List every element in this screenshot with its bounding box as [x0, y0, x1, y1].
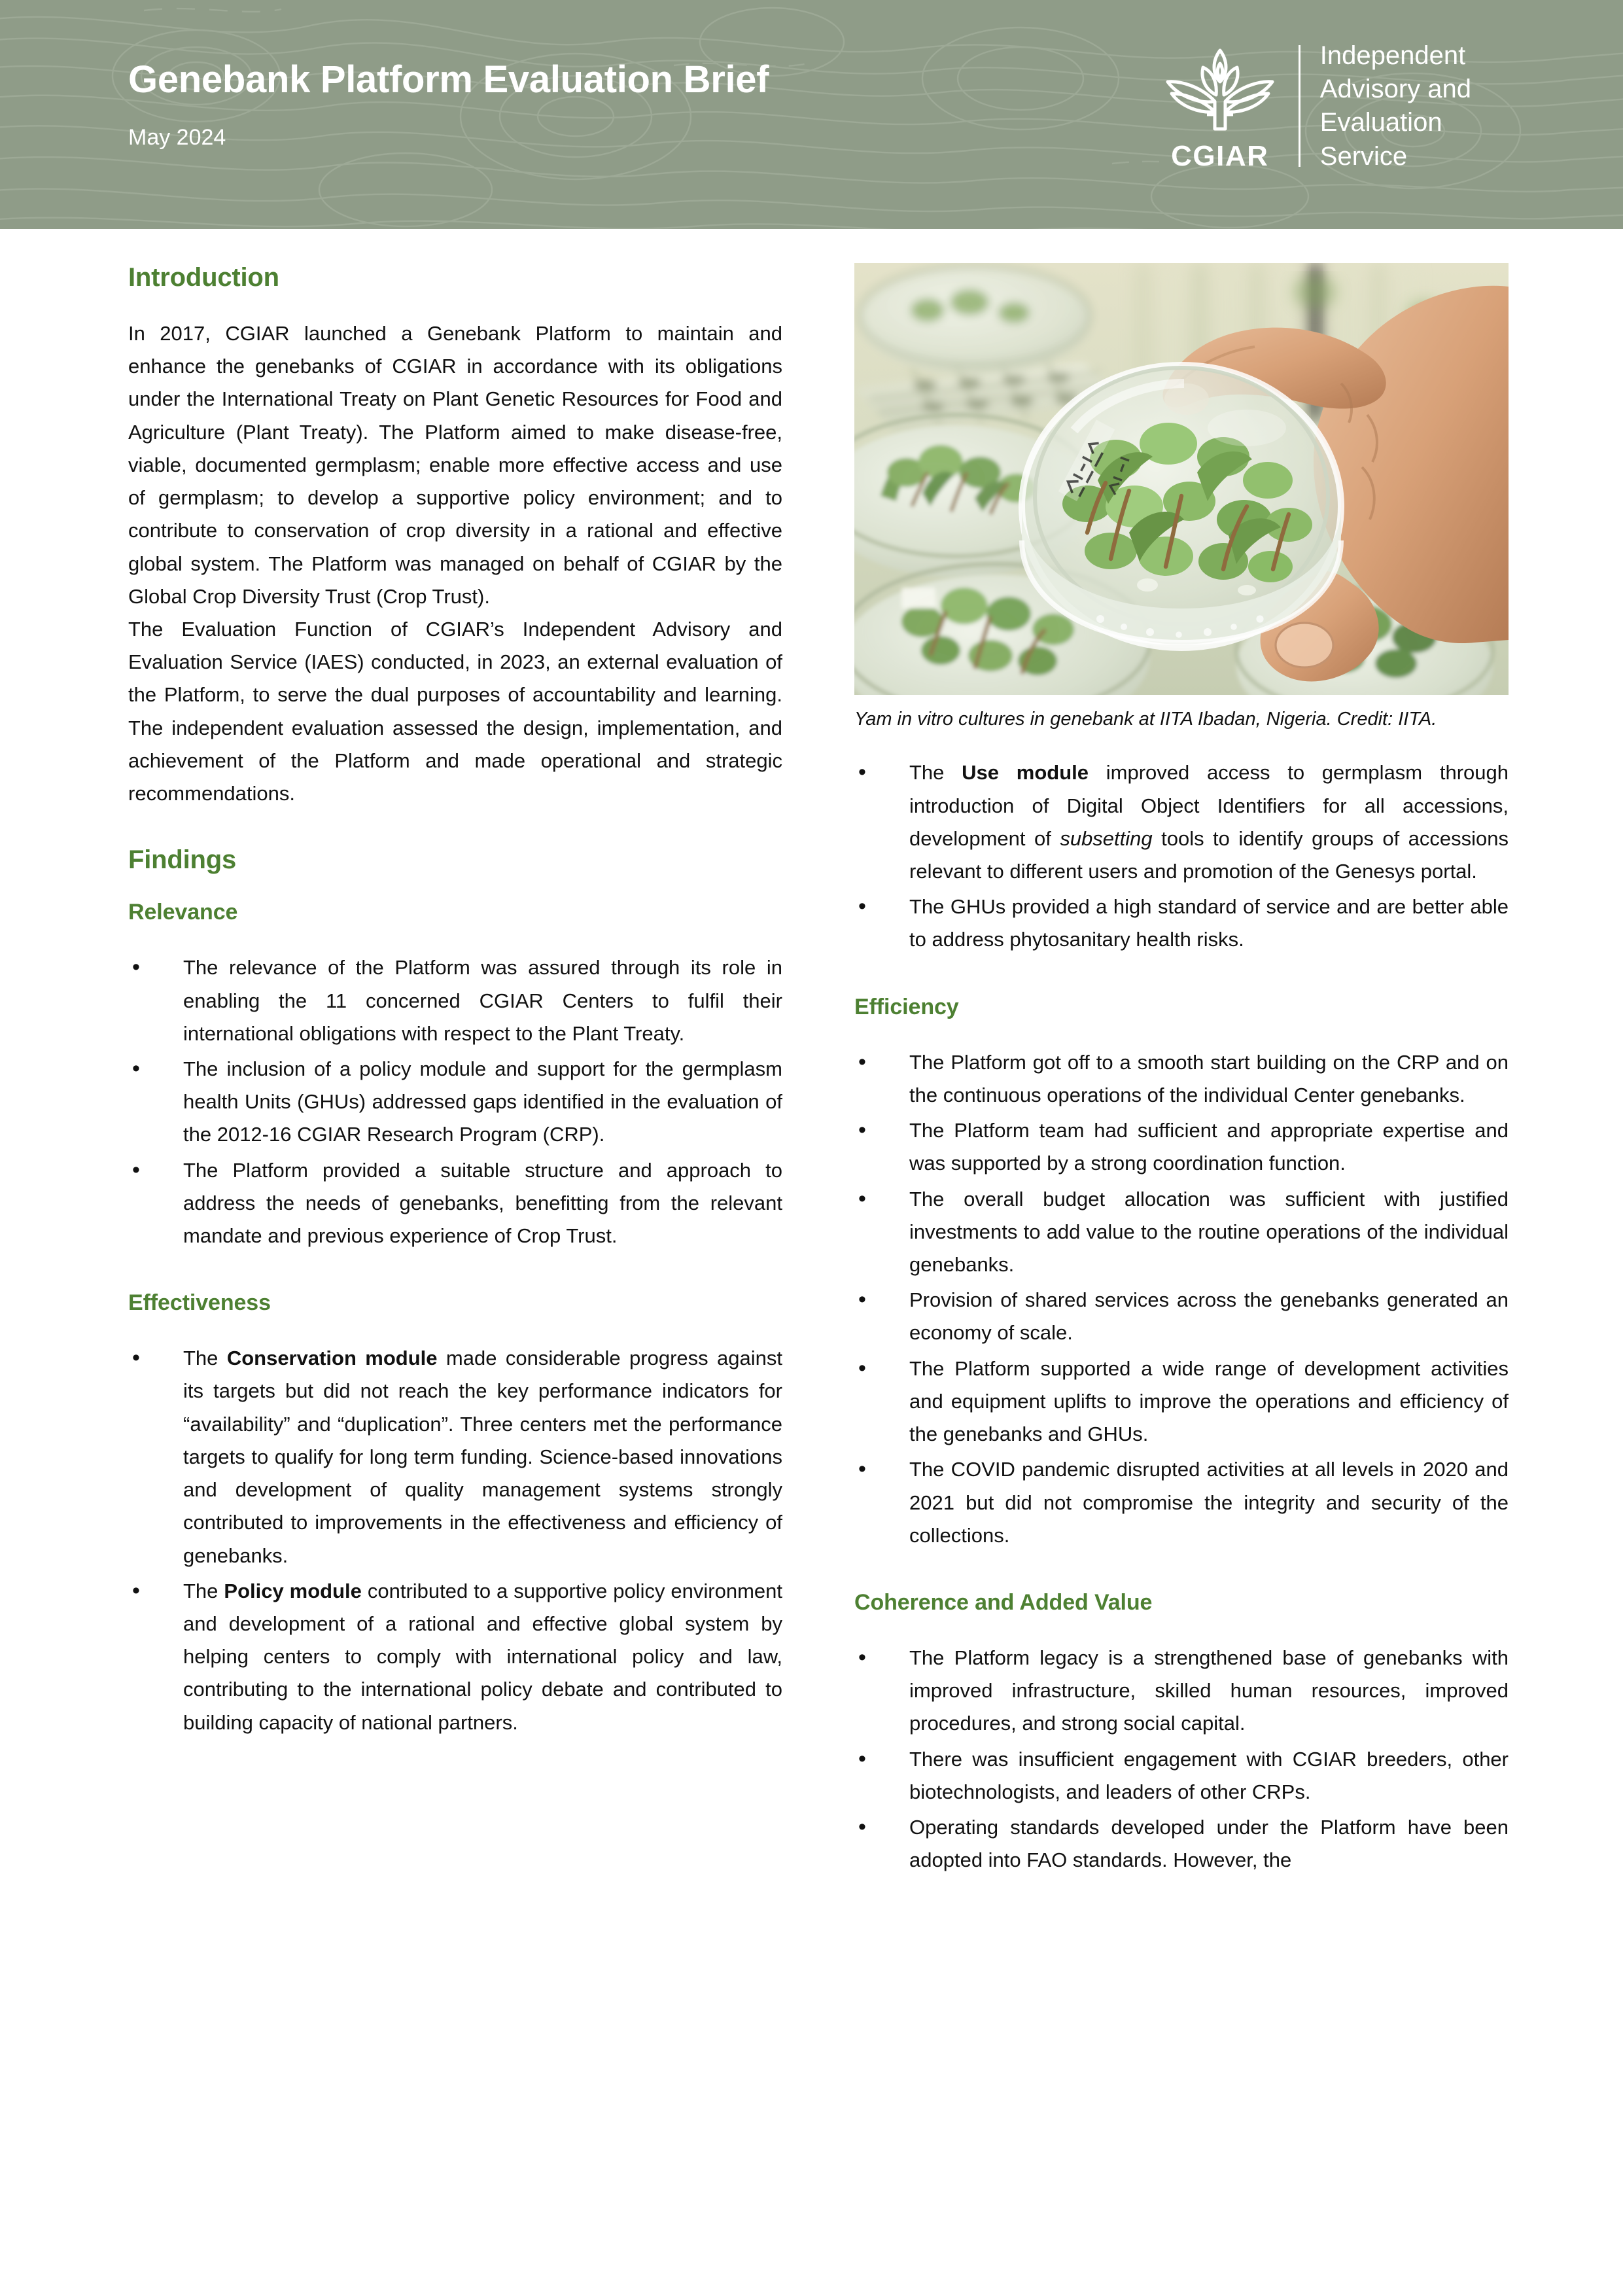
- effectiveness-bullet-list: [128, 1342, 782, 1739]
- effectiveness-continued-bullet-list: [854, 756, 1509, 956]
- left-column: [128, 263, 782, 1880]
- cgiar-wordmark: CGIAR: [1171, 140, 1269, 173]
- cgiar-wheat-icon: [1161, 41, 1279, 139]
- bullet-text-pre: The: [183, 1579, 224, 1602]
- logo-line-4: Service: [1319, 141, 1408, 171]
- document-body: [0, 263, 1623, 1880]
- yam-in-vitro-culture-photo: [854, 263, 1509, 695]
- bullet-text-bold: Use module: [962, 761, 1089, 785]
- list-item: • The Platform supported a wide range of development activities and equipment uplifts to improve the operations and efficiency of the genebanks and GHUs.: [854, 1352, 1509, 1451]
- publication-date: May 2024: [128, 124, 226, 150]
- introduction-paragraph-2: The Evaluation Function of CGIAR’s Independent Advisory and Evaluation Service (IAES) conducted, in 2023, an external evaluation of the Platform, to serve the dual purposes of accountability and learning. The independent evaluation assessed the design, implementation, and achievement of the Platform and made operational and strategic recommendations.: [128, 617, 782, 805]
- logo-line-3: Evaluation: [1319, 108, 1442, 137]
- list-item: • The GHUs provided a high standard of service and are better able to address phytosanitary health risks.: [854, 891, 1509, 956]
- heading-coherence-added-value: Coherence and Added Value: [854, 1589, 1153, 1615]
- list-item: • The Platform got off to a smooth start building on the CRP and on the continuous operations of the individual Center genebanks.: [854, 1046, 1509, 1112]
- heading-relevance: Relevance: [128, 900, 238, 925]
- list-item: • The Platform team had sufficient and appropriate expertise and was supported by a strong coordination function.: [854, 1114, 1509, 1180]
- page-title: Genebank Platform Evaluation Brief: [128, 58, 769, 101]
- heading-introduction: Introduction: [128, 263, 279, 292]
- logo-org-name: [1320, 39, 1471, 173]
- list-item: • Provision of shared services across the genebanks generated an economy of scale.: [854, 1284, 1509, 1349]
- right-column: [854, 263, 1509, 1880]
- list-item: • The overall budget allocation was sufficient with justified investments to add value to the routine operations of the individual genebanks.: [854, 1183, 1509, 1282]
- list-item: [128, 1575, 782, 1739]
- list-item: • The relevance of the Platform was assured through its role in enabling the 11 concerned CGIAR Centers to fulfil their international obligations with respect to the Plant Treaty.: [128, 951, 782, 1050]
- photo-figure: [854, 263, 1509, 734]
- bullet-text-bold: Policy module: [224, 1579, 362, 1602]
- cgiar-iaes-logo: [1161, 0, 1623, 173]
- list-item: [854, 756, 1509, 888]
- coherence-bullet-list: [854, 1642, 1509, 1877]
- efficiency-bullet-list: [854, 1046, 1509, 1552]
- bullet-text-pre: The: [909, 761, 962, 785]
- bullet-text-post: contributed to a supportive policy environment and development of a rational and effective global system by helping centers to comply with international policy and law, contributing to the international policy debate and contributed to building capacity of national partners.: [183, 1579, 783, 1734]
- list-item: • The COVID pandemic disrupted activities at all levels in 2020 and 2021 but did not compromise the integrity and security of the collections.: [854, 1453, 1509, 1552]
- bullet-text-italic: subsetting: [1060, 826, 1153, 850]
- bullet-text-post: tools to identify groups of accessions relevant to different users and promotion of the Genesys portal.: [909, 826, 1509, 883]
- photo-caption: Yam in vitro cultures in genebank at IITA Ibadan, Nigeria. Credit: IITA.: [854, 709, 1437, 730]
- banner-title-group: [0, 0, 769, 150]
- bullet-text-post: made considerable progress against its targets but did not reach the key performance indicators for “availability” and “duplication”. Three centers met the performance targets to qualify for long term funding. Science-based innovations and development of quality management systems strongly contributed to improvements in the effectiveness and efficiency of genebanks.: [183, 1347, 782, 1567]
- heading-efficiency: Efficiency: [854, 994, 959, 1019]
- logo-line-2: Advisory and: [1319, 75, 1471, 104]
- list-item: • There was insufficient engagement with CGIAR breeders, other biotechnologists, and leaders of other CRPs.: [854, 1743, 1509, 1809]
- page-header-banner: [0, 0, 1623, 229]
- logo-divider: [1299, 45, 1300, 167]
- list-item: • The Platform provided a suitable structure and approach to address the needs of genebanks, benefitting from the relevant mandate and previous experience of Crop Trust.: [128, 1154, 782, 1253]
- logo-line-1: Independent: [1319, 41, 1466, 70]
- bullet-text-bold: Conservation module: [226, 1347, 438, 1370]
- list-item: • The inclusion of a policy module and support for the germplasm health Units (GHUs) addressed gaps identified in the evaluation of the 2012-16 CGIAR Research Program (CRP).: [128, 1053, 782, 1152]
- heading-findings: Findings: [128, 845, 237, 875]
- list-item: • Operating standards developed under the Platform have been adopted into FAO standards. However, the: [854, 1811, 1509, 1877]
- introduction-paragraph-1: In 2017, CGIAR launched a Genebank Platform to maintain and enhance the genebanks of CGIAR in accordance with its obligations under the International Treaty on Plant Genetic Resources for Food and Agriculture (Plant Treaty). The Platform aimed to make disease-free, viable, documented germplasm; enable more effective access and use of germplasm; to develop a supportive policy environment; and to contribute to conservation of crop diversity in a rational and effective global system. The Platform was managed on behalf of CGIAR by the Global Crop Diversity Trust (Crop Trust).: [128, 322, 782, 608]
- relevance-bullet-list: [128, 951, 782, 1252]
- list-item: • The Platform legacy is a strengthened base of genebanks with improved infrastructure, skilled human resources, improved procedures, and strong social capital.: [854, 1642, 1509, 1740]
- bullet-text-mid: improved access to germplasm through introduction of Digital Object Identifiers for all accessions, development of: [909, 761, 1509, 850]
- bullet-text-pre: The: [183, 1347, 227, 1370]
- list-item: [128, 1342, 782, 1572]
- heading-effectiveness: Effectiveness: [128, 1290, 271, 1316]
